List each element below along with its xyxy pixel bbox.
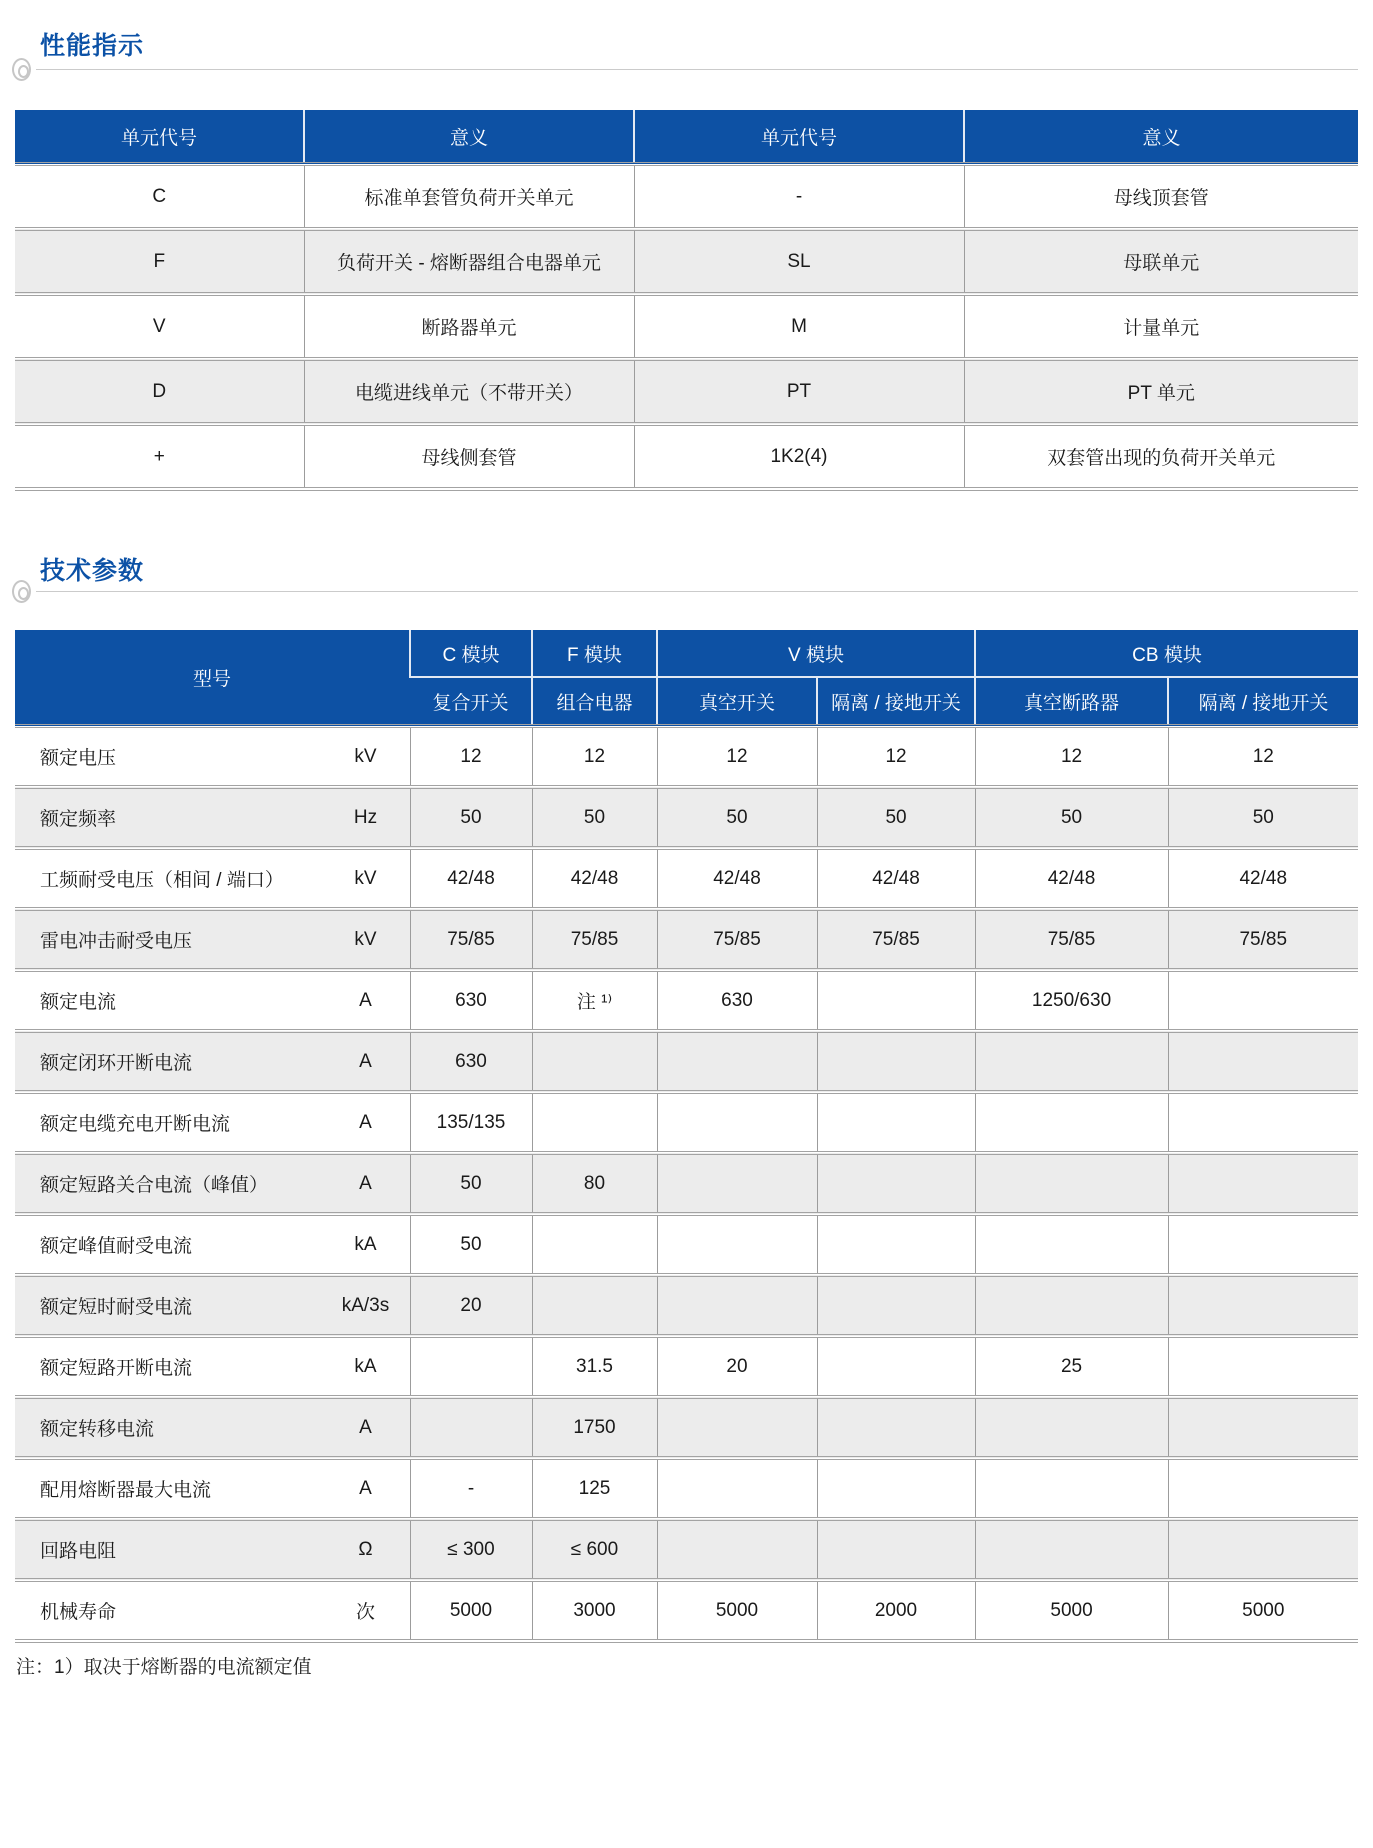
subheader-isolating-earthing-switch: 隔离 / 接地开关 [1168,677,1358,726]
param-label-cell [15,1397,410,1458]
param-value [975,1275,1168,1336]
unit-code: V [15,294,304,359]
param-value: 20 [657,1336,817,1397]
param-value [975,1519,1168,1580]
param-value: 50 [410,787,532,848]
table-row [15,1031,1358,1092]
param-value: 75/85 [657,909,817,970]
unit-code: F [15,229,304,294]
table-row [15,1214,1358,1275]
param-value: 25 [975,1336,1168,1397]
param-value [817,1336,975,1397]
param-value: 135/135 [410,1092,532,1153]
divider-line [36,591,1358,592]
param-unit: A [359,1477,372,1499]
param-unit: kA/3s [341,1294,390,1316]
param-label-cell [15,1153,410,1214]
param-value: ≤ 300 [410,1519,532,1580]
param-value: 1250/630 [975,970,1168,1031]
param-value: 50 [817,787,975,848]
param-value: 50 [410,1214,532,1275]
param-value [1168,1214,1358,1275]
param-value: 50 [657,787,817,848]
unit-meaning: 断路器单元 [304,294,634,359]
table-row [15,359,1358,424]
param-value: 42/48 [410,848,532,909]
param-value: 75/85 [532,909,657,970]
param-label-cell [15,1031,410,1092]
param-value [1168,1092,1358,1153]
param-label-cell [15,909,410,970]
param-value [817,1275,975,1336]
param-name: 配用熔断器最大电流 [40,1480,212,1501]
param-value [532,1031,657,1092]
param-value: 50 [1168,787,1358,848]
param-label-cell [15,1275,410,1336]
unit-meaning: 电缆进线单元（不带开关） [304,359,634,424]
param-value [975,1397,1168,1458]
unit-meaning: 标准单套管负荷开关单元 [304,164,634,229]
table-row [15,1153,1358,1214]
unit-meaning: 计量单元 [964,294,1358,359]
param-value [975,1092,1168,1153]
param-value [410,1397,532,1458]
param-unit: kA [354,1233,377,1255]
table-header-row [15,110,1358,164]
table-row [15,294,1358,359]
footnote: 注：1）取决于熔断器的电流额定值 [16,1657,312,1678]
param-unit: kV [354,928,377,950]
param-value [532,1214,657,1275]
subheader-composite-switch: 复合开关 [410,677,532,726]
param-value: 42/48 [975,848,1168,909]
param-name: 额定短时耐受电流 [40,1297,193,1318]
param-name: 额定电流 [40,992,117,1013]
param-unit: A [359,1172,372,1194]
param-value: 50 [975,787,1168,848]
param-name: 雷电冲击耐受电压 [40,931,193,952]
param-unit: kV [354,867,377,889]
param-value [657,1214,817,1275]
table-row [15,1458,1358,1519]
param-value [1168,1031,1358,1092]
param-value: 50 [532,787,657,848]
table-row [15,909,1358,970]
param-name: 额定电缆充电开断电流 [40,1114,231,1135]
param-value: 31.5 [532,1336,657,1397]
param-value [532,1092,657,1153]
subheader-vacuum-breaker: 真空断路器 [975,677,1168,726]
param-label-cell [15,970,410,1031]
double-ring-icon [12,580,31,603]
section-title-performance: 性能指示 [40,32,145,60]
subheader-vacuum-switch: 真空开关 [657,677,817,726]
table-row [15,726,1358,787]
header-module-v: V 模块 [657,630,975,677]
header-module-f: F 模块 [532,630,657,677]
param-name: 额定频率 [40,809,117,830]
param-value: 50 [410,1153,532,1214]
table-row [15,229,1358,294]
param-value: 5000 [975,1580,1168,1641]
param-name: 回路电阻 [40,1541,117,1562]
param-value: ≤ 600 [532,1519,657,1580]
param-value [975,1214,1168,1275]
param-value [975,1031,1168,1092]
param-value [657,1458,817,1519]
param-unit: 次 [355,1602,375,1623]
header-unit-code-2: 单元代号 [634,110,964,164]
param-label-cell [15,1519,410,1580]
param-value [817,1153,975,1214]
unit-code: M [634,294,964,359]
unit-code: D [15,359,304,424]
unit-meaning: 母线顶套管 [964,164,1358,229]
header-meaning-1: 意义 [304,110,634,164]
param-value: 125 [532,1458,657,1519]
param-value: 3000 [532,1580,657,1641]
param-value: 12 [975,726,1168,787]
table-row [15,848,1358,909]
param-value [817,970,975,1031]
param-unit: A [359,1050,372,1072]
unit-meaning: 母联单元 [964,229,1358,294]
param-name: 额定电压 [40,748,117,769]
param-value: 630 [410,1031,532,1092]
param-value: 5000 [1168,1580,1358,1641]
unit-code: - [634,164,964,229]
param-value: 2000 [817,1580,975,1641]
param-name: 额定闭环开断电流 [40,1053,193,1074]
divider-line [36,69,1358,70]
header-module-cb: CB 模块 [975,630,1358,677]
unit-meaning: PT 单元 [964,359,1358,424]
param-value: - [410,1458,532,1519]
param-value [532,1275,657,1336]
unit-meaning: 双套管出现的负荷开关单元 [964,424,1358,489]
header-unit-code-1: 单元代号 [15,110,304,164]
unit-code: + [15,424,304,489]
unit-code-table [15,110,1358,491]
param-value: 42/48 [532,848,657,909]
unit-meaning: 母线侧套管 [304,424,634,489]
param-unit: kV [354,745,377,767]
param-value: 630 [657,970,817,1031]
param-value [657,1092,817,1153]
param-value [817,1397,975,1458]
param-name: 工频耐受电压（相间 / 端口） [40,870,284,891]
param-unit: A [359,1416,372,1438]
param-unit: Ω [358,1538,373,1560]
table-row [15,1336,1358,1397]
technical-parameters-table [15,630,1358,1643]
param-label-cell [15,1092,410,1153]
table-row [15,1275,1358,1336]
param-name: 机械寿命 [40,1602,117,1623]
param-value: 42/48 [1168,848,1358,909]
table-row [15,787,1358,848]
param-value [817,1519,975,1580]
table-row [15,164,1358,229]
param-value [817,1031,975,1092]
param-value [1168,1336,1358,1397]
unit-code: PT [634,359,964,424]
param-value: 75/85 [1168,909,1358,970]
unit-meaning: 负荷开关 - 熔断器组合电器单元 [304,229,634,294]
header-module-c: C 模块 [410,630,532,677]
header-model: 型号 [15,630,410,726]
param-value [975,1458,1168,1519]
param-name: 额定转移电流 [40,1419,155,1440]
param-value: 12 [817,726,975,787]
param-value: 75/85 [410,909,532,970]
table-row [15,970,1358,1031]
table-row [15,1580,1358,1641]
double-ring-icon [12,58,31,81]
param-value [657,1153,817,1214]
param-value [975,1153,1168,1214]
param-unit: Hz [353,806,378,828]
param-value: 5000 [657,1580,817,1641]
param-value: 75/85 [975,909,1168,970]
double-ring-icon-inner [18,587,29,600]
param-value [657,1031,817,1092]
unit-code: C [15,164,304,229]
table-row [15,424,1358,489]
param-value [817,1214,975,1275]
param-value [1168,1397,1358,1458]
table-header-row [15,630,1358,677]
param-value [817,1458,975,1519]
param-value: 12 [532,726,657,787]
section-title-parameters: 技术参数 [40,557,145,585]
param-value [657,1397,817,1458]
param-value [657,1275,817,1336]
param-value [1168,1458,1358,1519]
double-ring-icon-inner [18,65,29,78]
param-label-cell [15,726,410,787]
param-value [1168,1153,1358,1214]
param-label-cell [15,1336,410,1397]
param-unit: A [359,989,372,1011]
param-value: 12 [410,726,532,787]
param-label-cell [15,1214,410,1275]
param-value: 630 [410,970,532,1031]
table-row [15,1092,1358,1153]
param-value: 1750 [532,1397,657,1458]
param-value [1168,1519,1358,1580]
param-value [817,1092,975,1153]
param-value: 42/48 [817,848,975,909]
param-value: 5000 [410,1580,532,1641]
param-value [1168,970,1358,1031]
param-label-cell [15,787,410,848]
param-value [1168,1275,1358,1336]
param-value: 80 [532,1153,657,1214]
param-value [410,1336,532,1397]
param-name: 额定短路关合电流（峰值） [40,1175,269,1196]
subheader-isolating-earthing-switch: 隔离 / 接地开关 [817,677,975,726]
section-divider [12,580,1358,606]
param-value: 20 [410,1275,532,1336]
subheader-combination-apparatus: 组合电器 [532,677,657,726]
param-value: 12 [657,726,817,787]
section-divider [12,58,1358,84]
param-unit: A [359,1111,372,1133]
param-name: 额定短路开断电流 [40,1358,193,1379]
param-name: 额定峰值耐受电流 [40,1236,193,1257]
unit-code: 1K2(4) [634,424,964,489]
unit-code: SL [634,229,964,294]
param-value: 12 [1168,726,1358,787]
param-value: 42/48 [657,848,817,909]
param-label-cell [15,1580,410,1641]
param-value [657,1519,817,1580]
param-value: 75/85 [817,909,975,970]
param-label-cell [15,1458,410,1519]
param-value: 注 ¹⁾ [532,970,657,1031]
param-label-cell [15,848,410,909]
table-row [15,1397,1358,1458]
table-row [15,1519,1358,1580]
param-unit: kA [354,1355,377,1377]
header-meaning-2: 意义 [964,110,1358,164]
